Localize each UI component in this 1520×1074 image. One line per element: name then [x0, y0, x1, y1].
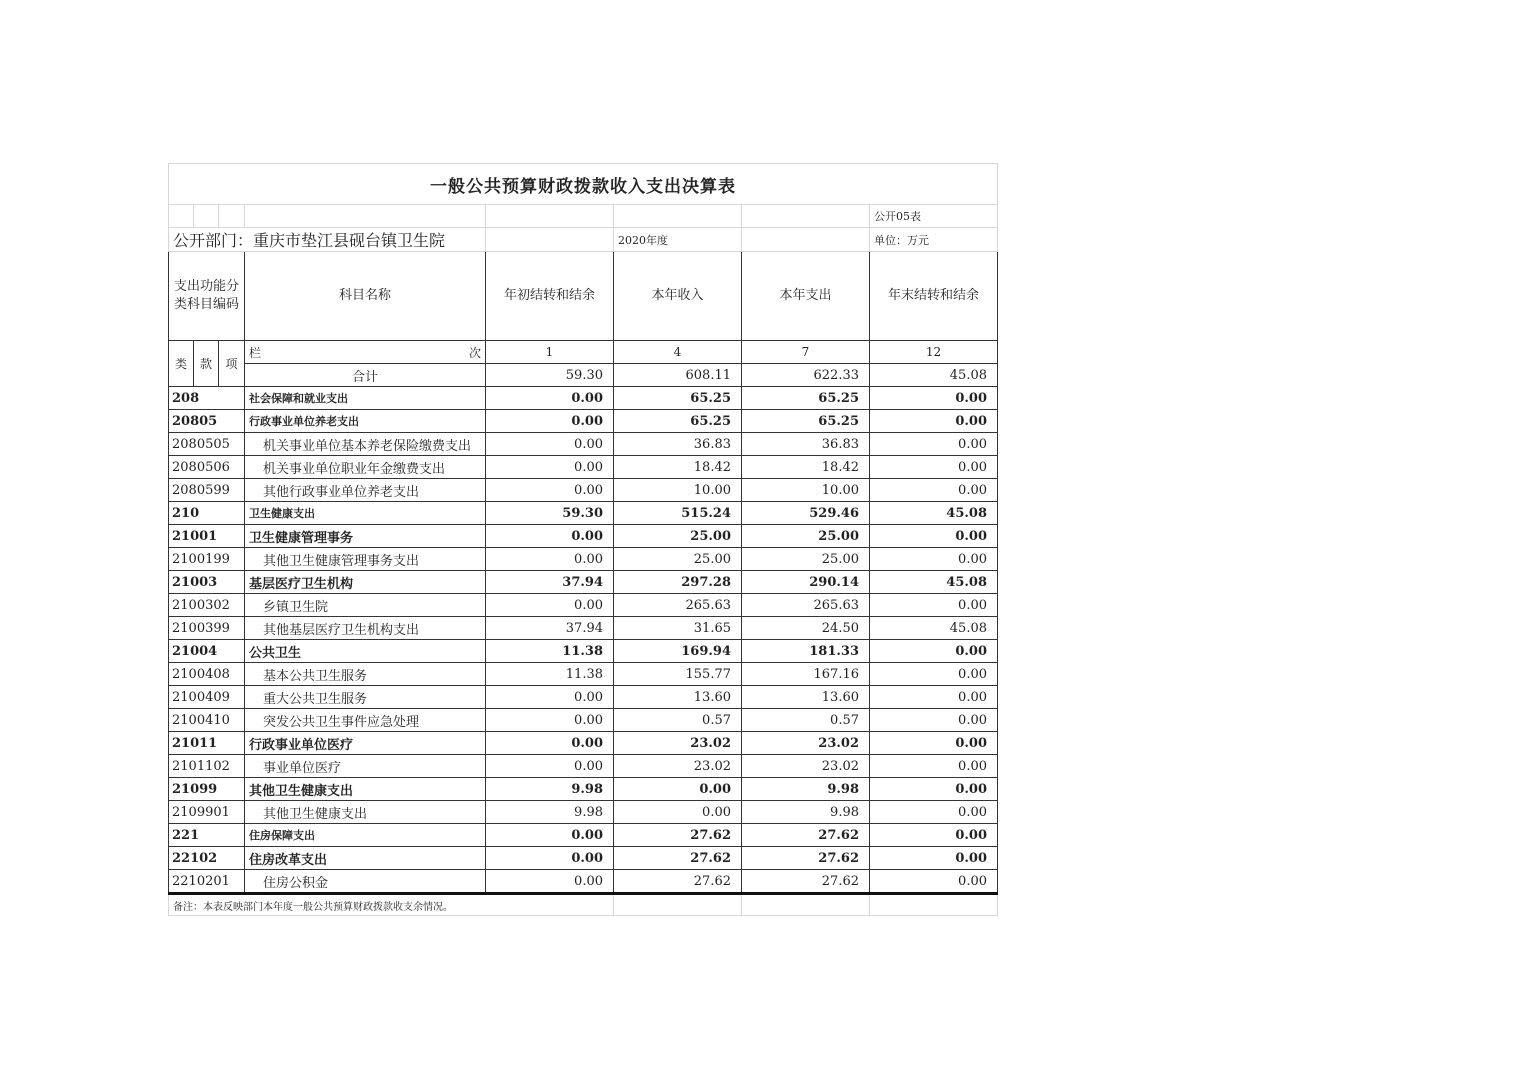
- table-row: [169, 410, 998, 433]
- row-expenditure: 65.25: [742, 387, 870, 410]
- header-closing-balance: 年末结转和结余: [870, 252, 998, 341]
- total-closing: 45.08: [870, 364, 998, 387]
- row-code: 2100409: [169, 686, 245, 709]
- row-income: 13.60: [614, 686, 742, 709]
- row-name: 事业单位医疗: [245, 755, 486, 778]
- row-closing-balance: 0.00: [870, 870, 998, 894]
- table-row: [169, 870, 998, 894]
- table-row: [169, 732, 998, 755]
- row-name: 乡镇卫生院: [245, 594, 486, 617]
- row-expenditure: 181.33: [742, 640, 870, 663]
- row-opening-balance: 0.00: [486, 732, 614, 755]
- row-income: 0.00: [614, 801, 742, 824]
- table-row: [169, 456, 998, 479]
- row-code: 2210201: [169, 870, 245, 894]
- row-closing-balance: 0.00: [870, 709, 998, 732]
- row-expenditure: 23.02: [742, 755, 870, 778]
- row-income: 36.83: [614, 433, 742, 456]
- row-closing-balance: 45.08: [870, 502, 998, 525]
- row-opening-balance: 37.94: [486, 617, 614, 640]
- row-closing-balance: 0.00: [870, 824, 998, 847]
- department-label: 公开部门：重庆市垫江县砚台镇卫生院: [169, 228, 486, 252]
- table-row: [169, 755, 998, 778]
- table-row: [169, 594, 998, 617]
- row-closing-balance: 0.00: [870, 640, 998, 663]
- label-ci: 次: [468, 345, 481, 360]
- row-code: 2100408: [169, 663, 245, 686]
- row-name: 机关事业单位职业年金缴费支出: [245, 456, 486, 479]
- unit-label: 单位：万元: [870, 228, 998, 252]
- row-closing-balance: 0.00: [870, 410, 998, 433]
- row-name: 卫生健康管理事务: [245, 525, 486, 548]
- row-opening-balance: 0.00: [486, 847, 614, 870]
- row-expenditure: 36.83: [742, 433, 870, 456]
- row-income: 169.94: [614, 640, 742, 663]
- row-income: 65.25: [614, 410, 742, 433]
- row-expenditure: 23.02: [742, 732, 870, 755]
- row-expenditure: 27.62: [742, 824, 870, 847]
- row-income: 23.02: [614, 755, 742, 778]
- row-income: 27.62: [614, 870, 742, 894]
- row-income: 31.65: [614, 617, 742, 640]
- row-opening-balance: 0.00: [486, 870, 614, 894]
- column-index-12: 12: [870, 341, 998, 364]
- row-opening-balance: 9.98: [486, 801, 614, 824]
- sub-header-lei: 类: [169, 341, 194, 387]
- total-label: 合计: [245, 364, 486, 387]
- row-opening-balance: 0.00: [486, 387, 614, 410]
- column-index-7: 7: [742, 341, 870, 364]
- total-income: 608.11: [614, 364, 742, 387]
- row-closing-balance: 0.00: [870, 732, 998, 755]
- row-code: 2100399: [169, 617, 245, 640]
- row-income: 0.57: [614, 709, 742, 732]
- label-lan: 栏: [249, 345, 262, 360]
- table-row: [169, 617, 998, 640]
- sub-header-kuan: 款: [194, 341, 219, 387]
- table-row: [169, 387, 998, 410]
- table-row: [169, 502, 998, 525]
- row-income: 27.62: [614, 824, 742, 847]
- row-expenditure: 27.62: [742, 847, 870, 870]
- row-expenditure: 9.98: [742, 778, 870, 801]
- table-row: [169, 709, 998, 732]
- row-name: 重大公共卫生服务: [245, 686, 486, 709]
- header-income: 本年收入: [614, 252, 742, 341]
- row-expenditure: 0.57: [742, 709, 870, 732]
- table-row: [169, 847, 998, 870]
- row-income: 10.00: [614, 479, 742, 502]
- column-index-label: [245, 341, 486, 364]
- column-index-4: 4: [614, 341, 742, 364]
- row-name: 机关事业单位基本养老保险缴费支出: [245, 433, 486, 456]
- row-expenditure: 18.42: [742, 456, 870, 479]
- row-code: 2100410: [169, 709, 245, 732]
- row-name: 其他卫生健康管理事务支出: [245, 548, 486, 571]
- row-income: 297.28: [614, 571, 742, 594]
- row-code: 2080506: [169, 456, 245, 479]
- row-income: 155.77: [614, 663, 742, 686]
- table-row: [169, 824, 998, 847]
- row-expenditure: 24.50: [742, 617, 870, 640]
- row-code: 21099: [169, 778, 245, 801]
- row-opening-balance: 9.98: [486, 778, 614, 801]
- row-code: 2109901: [169, 801, 245, 824]
- row-opening-balance: 0.00: [486, 594, 614, 617]
- row-income: 265.63: [614, 594, 742, 617]
- row-opening-balance: 59.30: [486, 502, 614, 525]
- row-expenditure: 290.14: [742, 571, 870, 594]
- row-expenditure: 265.63: [742, 594, 870, 617]
- row-expenditure: 25.00: [742, 548, 870, 571]
- row-code: 2101102: [169, 755, 245, 778]
- row-name: 卫生健康支出: [245, 502, 486, 525]
- row-opening-balance: 0.00: [486, 525, 614, 548]
- total-expenditure: 622.33: [742, 364, 870, 387]
- row-income: 0.00: [614, 778, 742, 801]
- row-expenditure: 10.00: [742, 479, 870, 502]
- row-code: 21004: [169, 640, 245, 663]
- row-code: 208: [169, 387, 245, 410]
- fiscal-year: 2020年度: [614, 228, 742, 252]
- row-income: 23.02: [614, 732, 742, 755]
- row-closing-balance: 0.00: [870, 594, 998, 617]
- row-income: 515.24: [614, 502, 742, 525]
- row-closing-balance: 0.00: [870, 433, 998, 456]
- row-income: 25.00: [614, 548, 742, 571]
- row-name: 住房公积金: [245, 870, 486, 894]
- row-opening-balance: 0.00: [486, 824, 614, 847]
- row-expenditure: 529.46: [742, 502, 870, 525]
- row-expenditure: 27.62: [742, 870, 870, 894]
- page-title: 一般公共预算财政拨款收入支出决算表: [169, 164, 998, 205]
- header-expenditure: 本年支出: [742, 252, 870, 341]
- row-name: 公共卫生: [245, 640, 486, 663]
- header-name: 科目名称: [245, 252, 486, 341]
- row-closing-balance: 0.00: [870, 663, 998, 686]
- table-row: [169, 433, 998, 456]
- row-name: 其他行政事业单位养老支出: [245, 479, 486, 502]
- form-number: 公开05表: [870, 205, 998, 228]
- row-expenditure: 65.25: [742, 410, 870, 433]
- row-code: 210: [169, 502, 245, 525]
- row-closing-balance: 0.00: [870, 525, 998, 548]
- row-name: 其他基层医疗卫生机构支出: [245, 617, 486, 640]
- header-code: 支出功能分类科目编码: [169, 252, 245, 341]
- table-row: [169, 663, 998, 686]
- row-closing-balance: 0.00: [870, 801, 998, 824]
- table-row: [169, 801, 998, 824]
- row-code: 22102: [169, 847, 245, 870]
- row-name: 行政事业单位医疗: [245, 732, 486, 755]
- row-opening-balance: 0.00: [486, 479, 614, 502]
- budget-sheet: [168, 163, 997, 916]
- row-name: 住房改革支出: [245, 847, 486, 870]
- row-name: 住房保障支出: [245, 824, 486, 847]
- row-opening-balance: 0.00: [486, 456, 614, 479]
- row-opening-balance: 0.00: [486, 709, 614, 732]
- row-opening-balance: 11.38: [486, 663, 614, 686]
- row-closing-balance: 45.08: [870, 571, 998, 594]
- table-row: [169, 548, 998, 571]
- row-expenditure: 167.16: [742, 663, 870, 686]
- row-code: 21003: [169, 571, 245, 594]
- sub-header-xiang: 项: [219, 341, 245, 387]
- table-row: [169, 686, 998, 709]
- row-closing-balance: 0.00: [870, 778, 998, 801]
- total-row: [169, 364, 998, 387]
- table-row: [169, 778, 998, 801]
- row-closing-balance: 0.00: [870, 847, 998, 870]
- row-closing-balance: 0.00: [870, 479, 998, 502]
- row-opening-balance: 11.38: [486, 640, 614, 663]
- row-name: 其他卫生健康支出: [245, 801, 486, 824]
- row-code: 221: [169, 824, 245, 847]
- row-closing-balance: 0.00: [870, 456, 998, 479]
- row-opening-balance: 37.94: [486, 571, 614, 594]
- row-opening-balance: 0.00: [486, 686, 614, 709]
- row-expenditure: 9.98: [742, 801, 870, 824]
- row-income: 65.25: [614, 387, 742, 410]
- row-closing-balance: 0.00: [870, 686, 998, 709]
- row-opening-balance: 0.00: [486, 410, 614, 433]
- budget-table: [168, 163, 998, 916]
- row-expenditure: 13.60: [742, 686, 870, 709]
- row-name: 突发公共卫生事件应急处理: [245, 709, 486, 732]
- row-opening-balance: 0.00: [486, 433, 614, 456]
- row-code: 2080599: [169, 479, 245, 502]
- row-code: 20805: [169, 410, 245, 433]
- row-closing-balance: 0.00: [870, 387, 998, 410]
- row-code: 21001: [169, 525, 245, 548]
- row-income: 27.62: [614, 847, 742, 870]
- row-name: 基层医疗卫生机构: [245, 571, 486, 594]
- row-code: 2100302: [169, 594, 245, 617]
- footnote: 备注：本表反映部门本年度一般公共预算财政拨款收支余情况。: [169, 894, 614, 916]
- table-row: [169, 640, 998, 663]
- row-opening-balance: 0.00: [486, 548, 614, 571]
- row-closing-balance: 0.00: [870, 548, 998, 571]
- row-income: 25.00: [614, 525, 742, 548]
- row-name: 基本公共卫生服务: [245, 663, 486, 686]
- header-opening-balance: 年初结转和结余: [486, 252, 614, 341]
- row-expenditure: 25.00: [742, 525, 870, 548]
- table-row: [169, 571, 998, 594]
- row-opening-balance: 0.00: [486, 755, 614, 778]
- column-index-1: 1: [486, 341, 614, 364]
- data-rows: [169, 387, 998, 894]
- row-code: 2080505: [169, 433, 245, 456]
- row-closing-balance: 45.08: [870, 617, 998, 640]
- table-row: [169, 525, 998, 548]
- row-name: 社会保障和就业支出: [245, 387, 486, 410]
- row-name: 其他卫生健康支出: [245, 778, 486, 801]
- row-code: 21011: [169, 732, 245, 755]
- row-name: 行政事业单位养老支出: [245, 410, 486, 433]
- row-income: 18.42: [614, 456, 742, 479]
- total-opening: 59.30: [486, 364, 614, 387]
- row-code: 2100199: [169, 548, 245, 571]
- row-closing-balance: 0.00: [870, 755, 998, 778]
- table-row: [169, 479, 998, 502]
